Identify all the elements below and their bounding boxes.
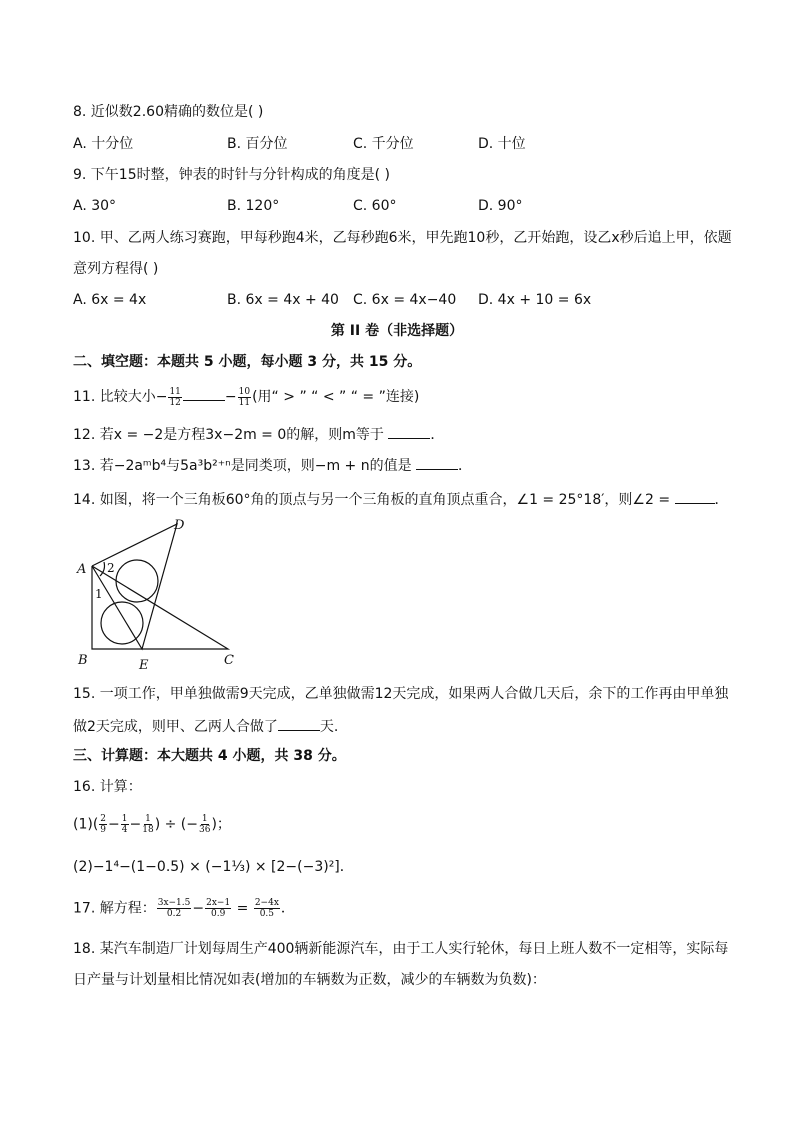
q9-option-c[interactable]: C. 60° <box>353 198 397 214</box>
q8-option-d[interactable]: D. 十位 <box>478 136 526 152</box>
q17-frac-3 <box>254 898 280 919</box>
label-angle-1: 1 <box>95 587 103 601</box>
q16-f3-den: 18 <box>142 825 154 835</box>
q9-option-a[interactable]: A. 30° <box>73 198 117 214</box>
q17-prefix: 17. 解方程： <box>73 900 156 917</box>
q14 <box>73 489 729 510</box>
q17-end: ． <box>280 900 295 917</box>
q11 <box>73 386 419 408</box>
q16-m1: − <box>108 816 120 833</box>
q17-f2-num: 2x−1 <box>206 898 231 908</box>
q16-frac-3 <box>142 814 153 835</box>
q14-answer-blank[interactable] <box>675 489 715 504</box>
circle-lower <box>101 602 143 644</box>
q18-line1: 18. 某汽车制造厂计划每周生产400辆新能源汽车，由于工人实行轮休，每日上班人数不一定相等，实际每 <box>73 941 729 957</box>
q11-mid: − <box>224 389 237 405</box>
q16-frac-2 <box>121 814 129 835</box>
label-e: E <box>139 658 149 672</box>
q8-option-a[interactable]: A. 十分位 <box>73 136 134 152</box>
section3-heading: 三、计算题：本大题共 4 小题，共 38 分。 <box>73 748 346 764</box>
q17-f2-den: 0.9 <box>210 909 226 919</box>
q16-part1 <box>73 814 231 835</box>
q17-minus: − <box>192 900 205 917</box>
q17-f3-den: 0.5 <box>259 909 275 919</box>
circle-upper <box>116 560 158 602</box>
label-b: B <box>78 653 88 668</box>
q14-end: ． <box>714 492 729 508</box>
q12-stem: 12. 若x = −2是方程3x−2m = 0的解，则m等于 <box>73 427 384 443</box>
q15-line2-post: 天. <box>319 719 339 735</box>
q11-fraction-2 <box>238 387 251 408</box>
q16-m2: − <box>129 816 142 833</box>
q16-f4-den: 36 <box>198 825 211 835</box>
q15-line2-pre: 做2天完成，则甲、乙两人合做了 <box>73 719 278 735</box>
q11-f2-den: 11 <box>238 397 251 408</box>
q11-fraction-1 <box>168 387 181 408</box>
q16-p1-pre: (1)( <box>73 816 99 833</box>
q12 <box>73 424 444 445</box>
triangle-abc <box>92 566 228 649</box>
q10-option-c[interactable]: C. 6x = 4x−40 <box>353 292 457 308</box>
q11-prefix: 11. 比较大小− <box>73 389 168 405</box>
q17-frac-1 <box>157 898 192 919</box>
q16-f4-num: 1 <box>201 814 208 824</box>
q17-frac-2 <box>205 898 231 919</box>
q8-options <box>73 134 723 154</box>
q16-f2-den: 4 <box>121 825 128 835</box>
label-d: D <box>174 518 185 533</box>
q10-option-a[interactable]: A. 6x = 4x <box>73 292 147 308</box>
q13-stem: 13. 若−2aᵐb⁴与5a³b²⁺ⁿ是同类项，则−m + n的值是 <box>73 458 412 474</box>
q11-f2-num: 10 <box>238 386 251 397</box>
q17-eq: = <box>236 900 249 917</box>
label-c: C <box>224 653 234 668</box>
q14-stem: 14. 如图，将一个三角板60°角的顶点与另一个三角板的直角顶点重合，∠1 = 25°18′，则∠2 = <box>73 492 671 508</box>
q18-line2: 日产量与计划量相比情况如表(增加的车辆数为正数，减少的车辆数为负数)： <box>73 972 546 988</box>
q10-stem-line2: 意列方程得( ) <box>73 261 159 277</box>
q13-end: ． <box>458 458 473 474</box>
q15-line1: 15. 一项工作，甲单独做需9天完成，乙单独做需12天完成，如果两人合做几天后，余下的工作再由甲单独 <box>73 686 729 702</box>
q11-answer-blank[interactable] <box>183 386 225 401</box>
q13-answer-blank[interactable] <box>416 455 458 470</box>
q15-line2 <box>73 716 338 737</box>
label-angle-2: 2 <box>107 561 115 575</box>
q17-f3-num: 2−4x <box>254 898 279 908</box>
q11-suffix: (用“ > ” “ < ” “ = ”连接) <box>252 389 420 405</box>
q10-option-d[interactable]: D. 4x + 10 = 6x <box>478 292 592 308</box>
q8-option-c[interactable]: C. 千分位 <box>353 136 414 152</box>
q12-answer-blank[interactable] <box>388 424 430 439</box>
q16-f1-num: 2 <box>100 814 107 824</box>
section2-heading: 二、填空题：本题共 5 小题，每小题 3 分，共 15 分。 <box>73 354 422 370</box>
q9-option-d[interactable]: D. 90° <box>478 198 523 214</box>
q9-options <box>73 196 723 216</box>
q11-f1-num: 11 <box>169 386 181 397</box>
q11-f1-den: 12 <box>169 397 181 408</box>
q16-f1-den: 9 <box>100 825 107 835</box>
q17-f1-den: 0.2 <box>166 909 182 919</box>
part2-title: 第 II 卷（非选择题） <box>330 323 464 339</box>
q16-p1-mid: ) ÷ (− <box>154 816 198 833</box>
q16-part2: (2)−1⁴−(1−0.5) × (−1⅓) × [2−(−3)²]． <box>73 859 354 875</box>
q16-title: 16. 计算： <box>73 779 142 795</box>
q8-option-b[interactable]: B. 百分位 <box>227 136 288 152</box>
q10-stem-line1: 10. 甲、乙两人练习赛跑，甲每秒跑4米，乙每秒跑6米，甲先跑10秒，乙开始跑，设乙x秒后追上甲，依题 <box>73 230 732 246</box>
q12-end: ． <box>430 427 445 443</box>
triangle-ade <box>92 524 177 649</box>
triangle-figure <box>70 512 250 672</box>
q10-option-b[interactable]: B. 6x = 4x + 40 <box>227 292 339 308</box>
q13 <box>73 455 472 476</box>
q8-stem: 8. 近似数2.60精确的数位是( ) <box>73 104 264 120</box>
label-a: A <box>77 562 87 577</box>
q17 <box>73 898 295 919</box>
q10-options <box>73 290 723 310</box>
q9-option-b[interactable]: B. 120° <box>227 198 280 214</box>
q16-frac-4 <box>199 814 210 835</box>
q15-answer-blank[interactable] <box>278 716 320 731</box>
q16-p1-end: )； <box>211 816 231 833</box>
q17-f1-num: 3x−1.5 <box>157 898 191 908</box>
q16-f3-num: 1 <box>145 814 151 824</box>
q16-f2-num: 1 <box>121 814 128 824</box>
q9-stem: 9. 下午15时整，钟表的时针与分针构成的角度是( ) <box>73 167 390 183</box>
q16-frac-1 <box>99 814 107 835</box>
